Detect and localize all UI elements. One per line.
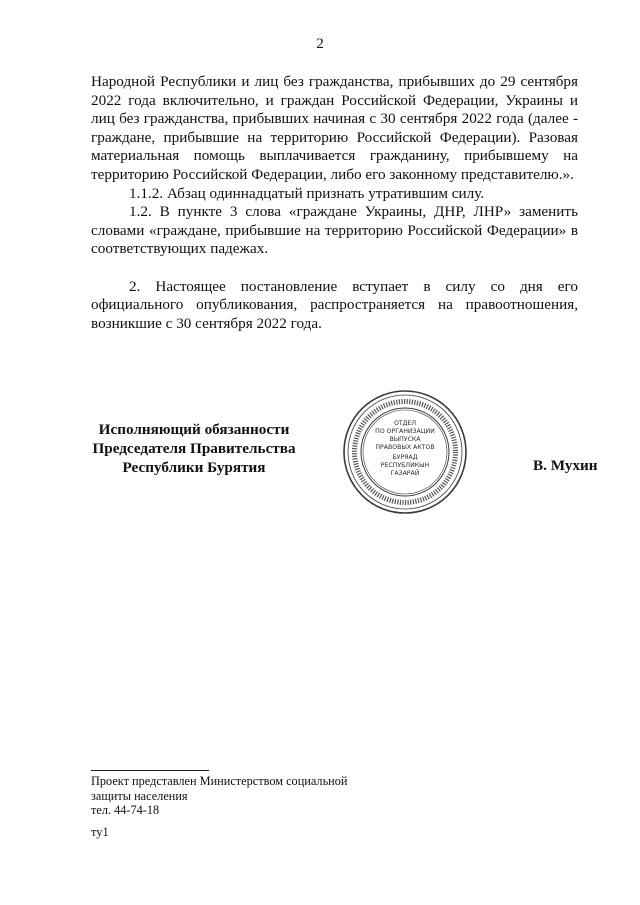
document-body <box>91 73 578 333</box>
signatory-name: В. Мухин <box>533 457 598 474</box>
seal-text: ПРАВОВЫХ АКТОВ <box>375 444 435 451</box>
official-seal <box>341 388 469 516</box>
seal-ring-lettering <box>355 402 456 503</box>
seal-text: ГАЗАРАЙ <box>390 470 420 477</box>
footnote-line: тел. 44-74-18 <box>91 803 160 818</box>
paragraph-1-2: 1.2. В пункте 3 слова «граждане Украины, ДНР, ЛНР» заменить словами «граждане, прибывшие на территорию Российской Федерации» в соответствующих падежах. <box>91 203 578 258</box>
paragraph-continuation: Народной Республики и лиц без гражданства, прибывших до 29 сентября 2022 года включительно, и граждан Российской Федерации, Украины и лиц без гражданства, прибывших начиная с 30 сентября 2022 года (далее - граждане, прибывшие на территорию Российской Федерации). Разовая материальная помощь выплачивается гражданину, прибывшему на территорию Российской Федерации, либо его законному представителю.». <box>91 73 578 183</box>
seal-text: БУРЯАД <box>392 454 418 461</box>
document-code: ту1 <box>91 825 109 839</box>
signatory-title <box>86 420 302 477</box>
signatory-title-line2: Председателя Правительства <box>92 440 296 457</box>
page-number: 2 <box>316 36 324 52</box>
seal-text: ПО ОРГАНИЗАЦИИ <box>375 428 435 435</box>
signatory-title-line3: Республики Бурятия <box>122 459 266 476</box>
seal-text: ВЫПУСКА <box>389 436 421 443</box>
footnote-line: Проект представлен Министерством социальной <box>91 774 348 788</box>
footnote-line: защиты населения <box>91 788 188 803</box>
footnote <box>91 774 411 818</box>
seal-text: ОТДЕЛ <box>393 420 417 427</box>
signatory-title-line1: Исполняющий обязанности <box>98 421 290 438</box>
seal-text: РЕСПУБЛИКЫН <box>380 462 430 469</box>
footnote-divider <box>91 770 209 771</box>
paragraph-1-1-2: 1.1.2. Абзац одиннадцатый признать утратившим силу. <box>129 184 485 202</box>
paragraph-2: 2. Настоящее постановление вступает в силу со дня его официального опубликования, распространяется на правоотношения, возникшие с 30 сентября 2022 года. <box>91 277 578 332</box>
